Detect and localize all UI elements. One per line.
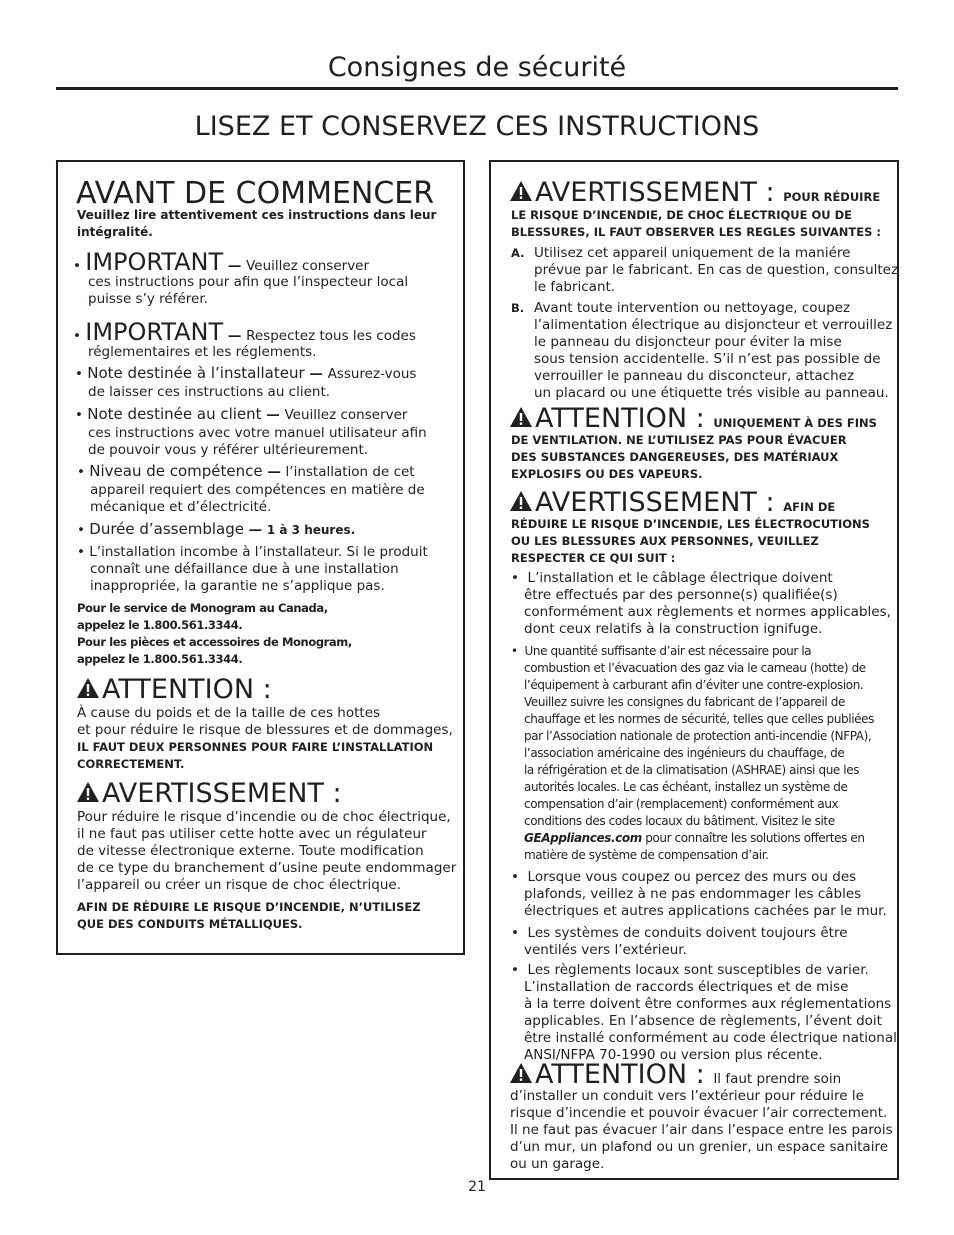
body-line: risque d’incendie et pouvoir évacuer l’air correctement. (510, 1105, 888, 1121)
heading-text: ATTENTION : (535, 1059, 705, 1090)
body-bold-line: DE VENTILATION. NE L’UTILISEZ PAS POUR ÉVACUER (511, 433, 847, 447)
body-bold-line: CORRECTEMENT. (77, 757, 185, 771)
service-line: appelez le 1.800.561.3344. (77, 618, 243, 632)
body-bold-line: RÉDUIRE LE RISQUE D’INCENDIE, LES ÉLECTROCUTIONS (511, 517, 870, 531)
page-number: 21 (468, 1179, 486, 1195)
heading-text: AVERTISSEMENT : (102, 778, 342, 809)
bullet-item: • L’installation et le câblage électrique doivent (511, 570, 833, 586)
item-text: L’installation incombe à l’installateur. Si le produit (89, 544, 428, 560)
item-text: ces instructions pour afin que l’inspecteur local (88, 274, 409, 290)
list-text: l’association américaine des ingénieurs du chauffage, de (524, 746, 845, 760)
list-text: pour connaître les solutions offertes en (641, 831, 865, 845)
item-text: Respectez tous les codes (246, 328, 416, 344)
list-text: ventilés vers l’extérieur. (524, 942, 687, 958)
list-text: par l’Association nationale de protection anti-incendie (NFPA), (524, 729, 872, 743)
list-text: électriques et autres applications cachées par le mur. (524, 903, 887, 919)
warning-heading (509, 487, 835, 519)
warnings-box (489, 160, 899, 1180)
body-bold-line: OU LES BLESSURES AUX PERSONNES, VEUILLEZ (511, 534, 819, 548)
body-line: l’appareil ou créer un risque de choc électrique. (77, 877, 401, 893)
dash: — (223, 328, 247, 344)
body-line: et pour réduire le risque de blessures et de dommages, (77, 722, 453, 738)
duration-item: • Durée d’assemblage — 1 à 3 heures. (77, 520, 356, 538)
service-line: appelez le 1.800.561.3344. (77, 652, 243, 666)
list-text: conditions des codes locaux du bâtiment. Visitez le site (524, 814, 835, 828)
list-text: à la terre doivent être conformes aux réglementations (524, 996, 892, 1012)
heading-tail: AFIN DE (783, 500, 836, 514)
item-text: ces instructions avec votre manuel utilisateur afin (88, 425, 427, 441)
note-label: Durée d’assemblage (89, 520, 244, 538)
heading-text: ATTENTION : (535, 403, 705, 434)
bullet-item: • Les règlements locaux sont susceptibles de varier. (511, 962, 869, 978)
skill-item: • Niveau de compétence — l’installation de cet (77, 462, 415, 480)
item-text: inappropriée, la garantie ne s’applique pas. (90, 578, 385, 594)
list-text: conformément aux règlements et normes applicables, (524, 604, 891, 620)
list-text: plafonds, veillez à ne pas endommager les câbles (524, 886, 862, 902)
list-text: un placard ou une étiquette trés visible au panneau. (534, 385, 889, 401)
warning-triangle-icon (509, 1062, 533, 1084)
body-bold-line: RESPECTER CE QUI SUIT : (511, 551, 676, 565)
dash: — (261, 407, 285, 423)
note-label: Note destinée à l’installateur (87, 364, 305, 382)
heading-text: AVERTISSEMENT : (535, 177, 775, 208)
list-marker: A. (511, 246, 525, 260)
item-text: réglementaires et les réglements. (88, 344, 317, 360)
body-line: d’un mur, un plafond ou un grenier, un espace sanitaire (510, 1139, 889, 1155)
list-text: ANSI/NFPA 70-1990 ou version plus récente. (524, 1047, 823, 1063)
list-text: Utilisez cet appareil uniquement de la maniére (534, 245, 851, 261)
item-text: l’installation de cet (285, 464, 415, 480)
before-you-begin-box (56, 160, 465, 955)
dash: — (243, 522, 267, 538)
list-text: le panneau du disjoncteur pour éviter la mise (534, 334, 842, 350)
body-line: Pour réduire le risque d’incendie ou de choc électrique, (77, 809, 451, 825)
item-text: Assurez-vous (327, 366, 417, 382)
service-line: Pour les pièces et accessoires de Monogram, (77, 635, 352, 649)
page-title: Consignes de sécurité (327, 52, 627, 83)
list-text: l’équipement à carburant afin d’éviter une contre-explosion. (524, 678, 864, 692)
intro-line: intégralité. (77, 225, 153, 239)
warning-triangle-icon (509, 406, 533, 428)
warning-triangle-icon (76, 677, 100, 699)
body-bold-line: IL FAUT DEUX PERSONNES POUR FAIRE L’INSTALLATION (77, 740, 434, 754)
geappliances-link[interactable]: GEAppliances.com (524, 831, 642, 845)
body-line: de ce type du branchement d’usine peute endommager (77, 860, 457, 876)
heading-tail: UNIQUEMENT À DES FINS (713, 416, 877, 430)
item-text: de laisser ces instructions au client. (88, 384, 331, 400)
list-text: Une quantité suffisante d’air est nécessaire pour la (524, 644, 812, 658)
body-line: de vitesse électronique externe. Toute modification (77, 843, 424, 859)
list-text: autorités locales. Le cas échéant, installez un système de (524, 780, 848, 794)
install-item: • L’installation incombe à l’installateur. Si le produit (77, 544, 428, 560)
body-bold-line: AFIN DE RÉDUIRE LE RISQUE D’INCENDIE, N’UTILISEZ (77, 900, 421, 914)
item-text: de pouvoir vous y référer ultérieurement. (88, 442, 369, 458)
item-text: appareil requiert des compétences en matière de (90, 482, 425, 498)
dash: — (262, 464, 286, 480)
heading-text: ATTENTION : (102, 674, 272, 705)
warning-triangle-icon (509, 490, 533, 512)
list-text: L’installation et le câblage électrique doivent (527, 570, 833, 586)
list-text: Lorsque vous coupez ou percez des murs ou des (527, 869, 857, 885)
warning-heading (76, 778, 342, 810)
note-label: Note destinée au client (87, 405, 262, 423)
list-text: matière de système de compensation d’air. (524, 848, 769, 862)
item-text: connaît une défaillance due à une installation (90, 561, 399, 577)
important-label: IMPORTANT (85, 318, 224, 346)
list-text: compensation d’air (remplacement) conformément aux (524, 797, 839, 811)
list-text: L’installation de raccords électriques et de mise (524, 979, 849, 995)
note-client-item: • Note destinée au client — Veuillez conserver (75, 405, 408, 423)
list-text: verrouiller le panneau du disconcteur, attachez (534, 368, 855, 384)
bullet-item: • Les systèmes de conduits doivent toujours être (511, 925, 848, 941)
attention-heading (509, 403, 877, 435)
item-text: Veuillez conserver (246, 258, 370, 274)
list-marker: B. (511, 301, 525, 315)
body-line: ou un garage. (510, 1156, 605, 1172)
important-item: • IMPORTANT — Respectez tous les codes (73, 318, 416, 346)
item-text: mécanique et d’électricité. (90, 499, 272, 515)
list-text: être effectués par des personne(s) qualifiée(s) (524, 587, 838, 603)
service-line: Pour le service de Monogram au Canada, (77, 601, 328, 615)
heading-text: AVERTISSEMENT : (535, 487, 775, 518)
list-text: Veuillez suivre les consignes du fabricant de l’appareil de (524, 695, 845, 709)
list-text (524, 830, 865, 847)
title-rule (56, 87, 898, 90)
bullet-item: • Lorsque vous coupez ou percez des murs ou des (511, 869, 857, 885)
body-line: d’installer un conduit vers l’extérieur pour réduire le (510, 1088, 864, 1104)
attention-heading (76, 674, 272, 706)
list-text: prévue par le fabricant. En cas de question, consultez (534, 262, 899, 278)
body-bold-line: DES SUBSTANCES DANGEREUSES, DES MATÉRIAUX (511, 450, 839, 464)
warning-triangle-icon (509, 180, 533, 202)
heading-tail: Il faut prendre soin (713, 1071, 842, 1087)
important-label: IMPORTANT (85, 248, 224, 276)
body-bold-line: QUE DES CONDUITS MÉTALLIQUES. (77, 917, 303, 931)
item-text: 1 à 3 heures. (266, 523, 356, 537)
intro-line: Veuillez lire attentivement ces instructions dans leur (77, 208, 437, 222)
body-line: Il ne faut pas évacuer l’air dans l’espace entre les parois (510, 1122, 893, 1138)
list-text: le fabricant. (534, 279, 616, 295)
body-bold-line: LE RISQUE D’INCENDIE, DE CHOC ÉLECTRIQUE OU DE (511, 208, 853, 222)
warning-heading (509, 177, 880, 209)
dash: — (223, 258, 247, 274)
dash: — (304, 366, 328, 382)
page-subtitle: LISEZ ET CONSERVEZ CES INSTRUCTIONS (194, 111, 760, 142)
item-text: puisse s’y référer. (88, 291, 208, 307)
important-item: • IMPORTANT — Veuillez conserver (73, 248, 370, 276)
warning-triangle-icon (76, 781, 100, 803)
body-bold-line: BLESSURES, IL FAUT OBSERVER LES REGLES SUIVANTES : (511, 225, 881, 239)
list-text: Les systèmes de conduits doivent toujours être (527, 925, 848, 941)
list-text: la réfrigération et de la climatisation (ASHRAE) ainsi que les (524, 763, 860, 777)
list-text: l’alimentation électrique au disjoncteur et verrouillez (534, 317, 893, 333)
list-text: dont ceux relatifs à la construction ignifuge. (524, 621, 823, 637)
body-bold-line: EXPLOSIFS OU DES VAPEURS. (511, 467, 703, 481)
item-text: Veuillez conserver (284, 407, 408, 423)
list-text: Avant toute intervention ou nettoyage, coupez (534, 300, 851, 316)
note-installer-item: • Note destinée à l’installateur — Assurez-vous (75, 364, 417, 382)
heading-tail: POUR RÉDUIRE (783, 190, 881, 204)
note-label: Niveau de compétence (89, 462, 263, 480)
list-text: chauffage et les normes de sécurité, telles que celles publiées (524, 712, 874, 726)
bullet-item: • Une quantité suffisante d’air est nécessaire pour la (511, 644, 812, 658)
list-text: être installé conformément au code électrique national (524, 1030, 897, 1046)
list-text: applicables. En l’absence de règlements, l’évent doit (524, 1013, 882, 1029)
body-line: À cause du poids et de la taille de ces hottes (77, 705, 381, 721)
list-text: sous tension accidentelle. S’il n’est pas possible de (534, 351, 881, 367)
list-text: combustion et l’évacuation des gaz via le carneau (hotte) de (524, 661, 866, 675)
section-heading: AVANT DE COMMENCER (76, 176, 435, 211)
list-text: Les règlements locaux sont susceptibles de varier. (527, 962, 869, 978)
body-line: il ne faut pas utiliser cette hotte avec un régulateur (77, 826, 427, 842)
